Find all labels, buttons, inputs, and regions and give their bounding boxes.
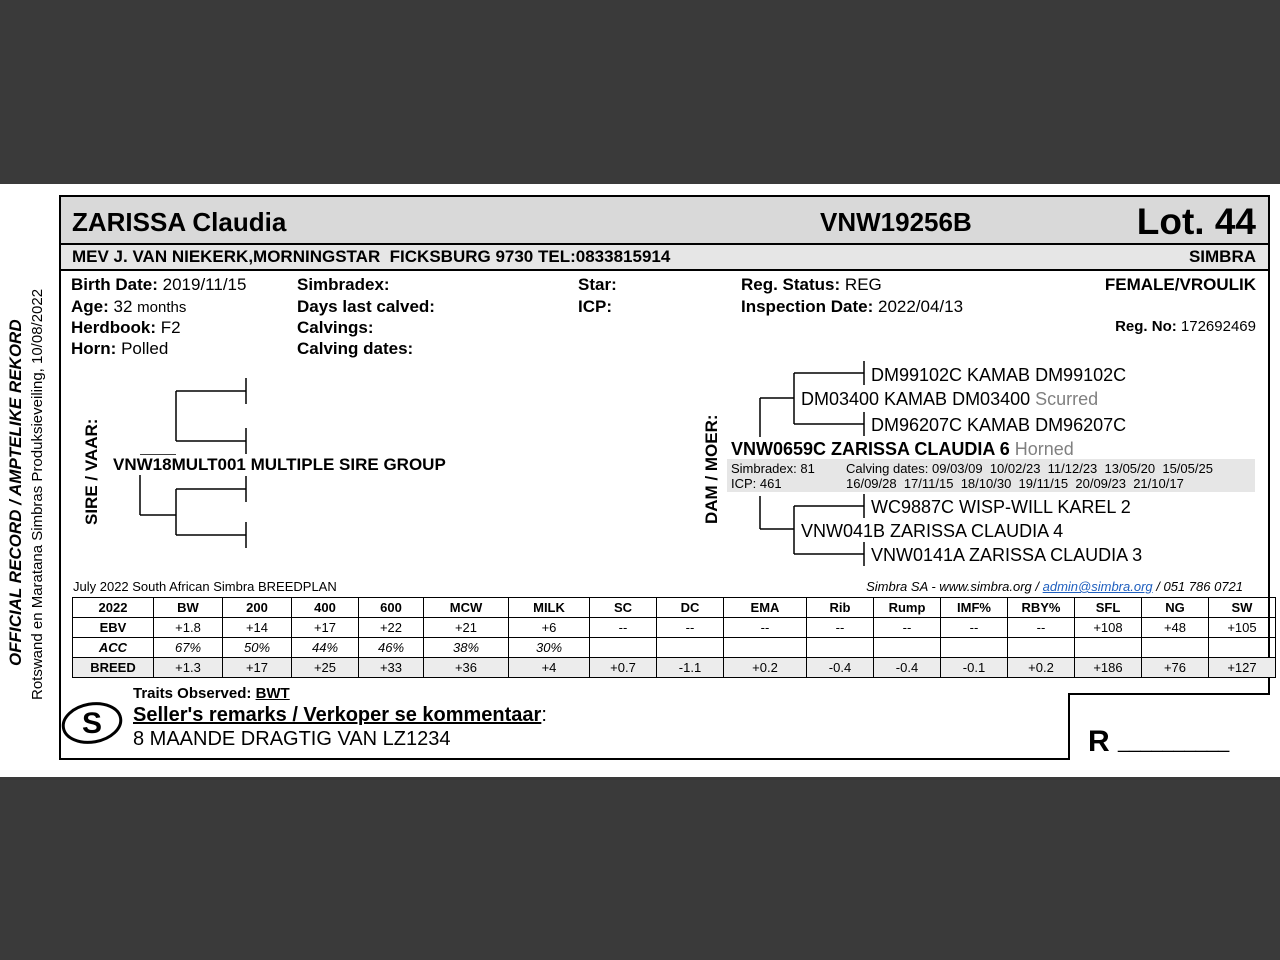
ebv-header-cell: IMF% (941, 598, 1008, 618)
ebv-header-cell: EMA (724, 598, 807, 618)
price-box (1068, 693, 1270, 760)
ebv-header-cell: 400 (292, 598, 359, 618)
price-input[interactable]: __________ (1118, 731, 1230, 753)
ebv-table (72, 597, 1276, 678)
traits-observed: Traits Observed: BWT (133, 685, 290, 702)
ebv-header-cell: MILK (509, 598, 590, 618)
ebv-cell: 50% (223, 638, 292, 658)
dam-calving-dates-2: 16/09/28 17/11/15 18/10/30 19/11/15 20/09/23 21/10/17 (846, 476, 1184, 491)
ebv-cell: 44% (292, 638, 359, 658)
ebv-cell: +127 (1209, 658, 1276, 678)
animal-reg-id: VNW19256B (820, 207, 972, 237)
official-record-label: OFFICIAL RECORD / AMPTELIKE REKORD (6, 319, 25, 666)
dam-dam-dam: VNW0141A ZARISSA CLAUDIA 3 (871, 545, 1143, 565)
ebv-cell: -- (590, 618, 657, 638)
ebv-cell (874, 638, 941, 658)
icp-label: ICP: (578, 297, 612, 316)
ebv-header-cell: 200 (223, 598, 292, 618)
ebv-cell: +1.8 (154, 618, 223, 638)
breed-label: SIMBRA (1188, 247, 1256, 266)
ebv-cell: -- (657, 618, 724, 638)
reg-status: Reg. Status: REG (741, 275, 882, 294)
ebv-cell: +25 (292, 658, 359, 678)
breedplan-title: July 2022 South African Simbra BREEDPLAN (73, 579, 337, 594)
breedplan-contact: Simbra SA - www.simbra.org / admin@simbra.org / 051 786 0721 (866, 579, 1243, 594)
sire-label: SIRE / VAAR: (82, 418, 101, 525)
ebv-header-cell: 600 (359, 598, 424, 618)
dam-calving-dates-1: Calving dates: 09/03/09 10/02/23 11/12/23 13/05/20 15/05/25 (846, 461, 1213, 476)
ebv-cell: +0.2 (724, 658, 807, 678)
logo-letter: S (81, 707, 103, 740)
ebv-header-cell: SFL (1075, 598, 1142, 618)
ebv-header-cell: NG (1142, 598, 1209, 618)
ebv-cell (1075, 638, 1142, 658)
dam-sire-sire: DM99102C KAMAB DM99102C (871, 365, 1127, 385)
owner-info: MEV J. VAN NIEKERK,MORNINGSTAR FICKSBURG 9730 TEL:0833815914 (72, 247, 671, 266)
contact-email-link[interactable]: admin@simbra.org (1042, 579, 1153, 594)
sellers-remarks-label: Seller's remarks / Verkoper se kommentaar: (133, 704, 547, 726)
ebv-header-cell: SC (590, 598, 657, 618)
ebv-cell: +0.7 (590, 658, 657, 678)
calvings-label: Calvings: (297, 318, 374, 337)
ebv-cell: 46% (359, 638, 424, 658)
ebv-cell: -- (724, 618, 807, 638)
ebv-cell: -- (807, 618, 874, 638)
ebv-cell (1008, 638, 1075, 658)
sex-label: FEMALE/VROULIK (1104, 275, 1256, 294)
ebv-cell: +76 (1142, 658, 1209, 678)
lot-number: Lot. 44 (1136, 201, 1256, 242)
title-bar (61, 197, 1268, 245)
auction-label: Rotswand en Maratana Simbras Produksieveiling, 10/08/2022 (29, 288, 46, 700)
ebv-cell: -- (1008, 618, 1075, 638)
ebv-cell: +17 (292, 618, 359, 638)
ebv-row (73, 658, 1276, 678)
ebv-cell: +1.3 (154, 658, 223, 678)
owner-bar (61, 245, 1268, 271)
ebv-row (73, 618, 1276, 638)
ebv-cell (724, 638, 807, 658)
animal-name: ZARISSA Claudia (72, 207, 287, 237)
ebv-cell: +48 (1142, 618, 1209, 638)
dam-sire: DM03400 KAMAB DM03400 Scurred (801, 389, 1099, 409)
days-last-calved-label: Days last calved: (297, 297, 435, 316)
sire-name: VNW18MULT001 MULTIPLE SIRE GROUP (113, 455, 446, 474)
star-label: Star: (578, 275, 617, 294)
simbradex-label: Simbradex: (297, 275, 390, 294)
ebv-cell: +6 (509, 618, 590, 638)
ebv-cell: +17 (223, 658, 292, 678)
ebv-cell: +4 (509, 658, 590, 678)
ebv-cell: +14 (223, 618, 292, 638)
ebv-header-cell: SW (1209, 598, 1276, 618)
sellers-remarks-text: 8 MAANDE DRAGTIG VAN LZ1234 (133, 728, 451, 750)
ebv-cell: +21 (424, 618, 509, 638)
herdbook: Herdbook: F2 (71, 318, 181, 337)
ebv-cell (1142, 638, 1209, 658)
ebv-row-label: BREED (73, 658, 154, 678)
price-label: R (1088, 725, 1110, 758)
ebv-row-label: EBV (73, 618, 154, 638)
ebv-cell (807, 638, 874, 658)
ebv-header-cell: RBY% (1008, 598, 1075, 618)
ebv-cell (657, 638, 724, 658)
ebv-cell (1209, 638, 1276, 658)
age: Age: 32 months (71, 297, 187, 316)
dam-sire-dam: DM96207C KAMAB DM96207C (871, 415, 1127, 435)
reg-no: Reg. No: 172692469 (1115, 318, 1256, 335)
ebv-cell: -1.1 (657, 658, 724, 678)
ebv-cell: +0.2 (1008, 658, 1075, 678)
ebv-cell (590, 638, 657, 658)
ebv-cell: -0.1 (941, 658, 1008, 678)
dam-label: DAM / MOER: (702, 414, 721, 524)
dam-dam-sire: WC9887C WISP-WILL KAREL 2 (871, 497, 1131, 517)
birth-date: Birth Date: 2019/11/15 (71, 275, 247, 294)
ebv-header-cell: DC (657, 598, 724, 618)
ebv-cell (941, 638, 1008, 658)
ebv-cell: 67% (154, 638, 223, 658)
dam-icp: ICP: 461 (731, 476, 782, 491)
dam: VNW0659C ZARISSA CLAUDIA 6 Horned (731, 439, 1074, 459)
ebv-cell: +33 (359, 658, 424, 678)
ebv-header-row (73, 598, 1276, 618)
ebv-header-cell: BW (154, 598, 223, 618)
inspection-date: Inspection Date: 2022/04/13 (741, 297, 964, 316)
calving-dates-label: Calving dates: (297, 339, 414, 358)
dam-info-box (727, 459, 1255, 492)
ebv-header-cell: MCW (424, 598, 509, 618)
horn: Horn: Polled (71, 339, 169, 358)
ebv-row-label: ACC (73, 638, 154, 658)
ebv-header-cell: Rib (807, 598, 874, 618)
ebv-cell: +186 (1075, 658, 1142, 678)
ebv-cell: +108 (1075, 618, 1142, 638)
ebv-cell: +36 (424, 658, 509, 678)
ebv-header-cell: Rump (874, 598, 941, 618)
ebv-cell: 30% (509, 638, 590, 658)
ebv-row (73, 638, 1276, 658)
ebv-header-cell: 2022 (73, 598, 154, 618)
dam-dam: VNW041B ZARISSA CLAUDIA 4 (801, 521, 1064, 541)
ebv-cell: -0.4 (807, 658, 874, 678)
ebv-cell: -- (874, 618, 941, 638)
ebv-cell: -0.4 (874, 658, 941, 678)
ebv-cell: -- (941, 618, 1008, 638)
ebv-cell: +105 (1209, 618, 1276, 638)
dam-simbradex: Simbradex: 81 (731, 461, 815, 476)
simbra-logo-icon (60, 697, 128, 747)
ebv-cell: +22 (359, 618, 424, 638)
ebv-cell: 38% (424, 638, 509, 658)
